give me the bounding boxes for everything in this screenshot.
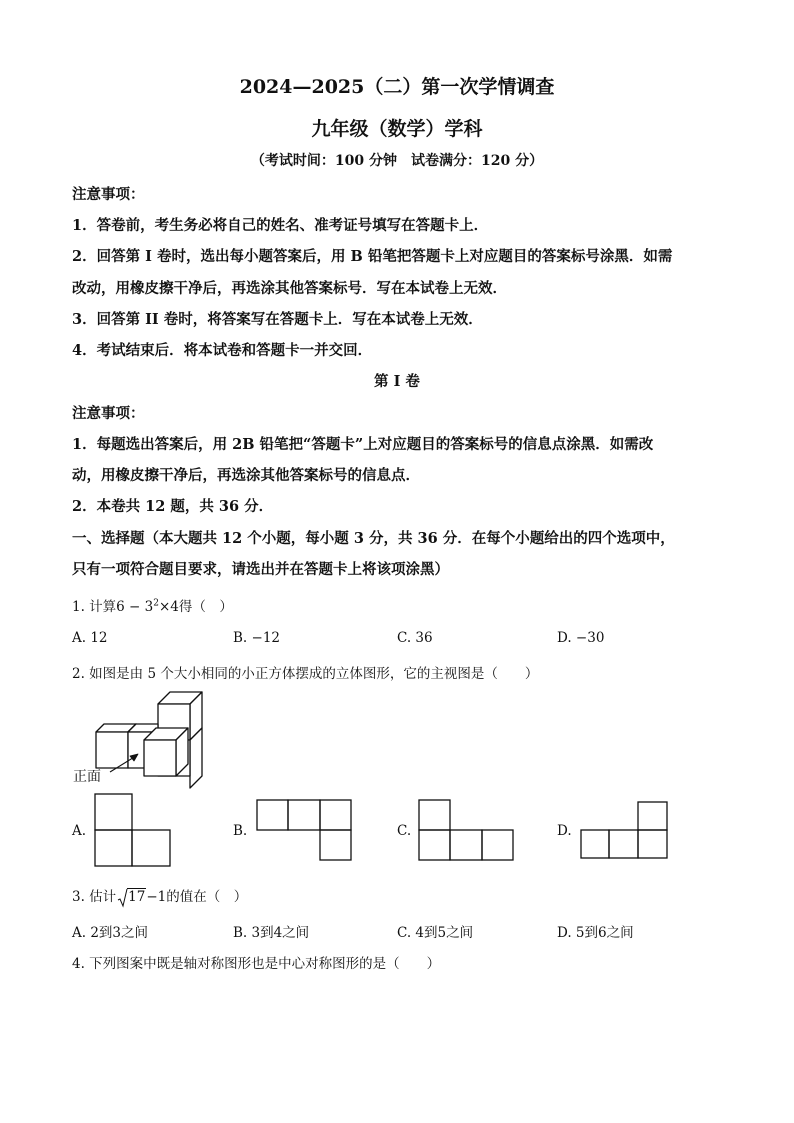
part-one-instructions: 只有一项符合题目要求，请选出并在答题卡上将该项涂黑）: [72, 561, 449, 578]
notice-item: 动，用橡皮擦干净后，再选涂其他答案标号的信息点．: [72, 467, 420, 484]
question-4: 4. 下列图案中既是轴对称图形也是中心对称图形的是（ ）: [72, 956, 441, 972]
question-3: [72, 885, 247, 905]
notice-item: 1．每题选出答案后，用 2B 铅笔把“答题卡”上对应题目的答案标号的信息点涂黑．如需改: [72, 436, 654, 453]
q1-option-b[interactable]: B. −12: [233, 630, 280, 646]
exam-info: （考试时间：100 分钟 试卷满分：120 分）: [250, 153, 544, 169]
q3-option-c[interactable]: C. 4到5之间: [397, 925, 474, 941]
q2-option-a[interactable]: A.: [72, 823, 87, 839]
q1-suffix: 得（ ）: [178, 599, 233, 615]
part-one-instructions: 一、选择题（本大题共 12 个小题，每小题 3 分，共 36 分．在每个小题给出的四个选项中，: [72, 530, 675, 547]
q3-tail: −1: [146, 889, 167, 905]
exam-subtitle: 九年级（数学）学科: [311, 118, 483, 140]
q2-option-b-figure[interactable]: [256, 799, 352, 861]
notice-item: 4．考试结束后．将本试卷和答题卡一并交回．: [72, 342, 373, 359]
q1-expr-exp: 2: [153, 598, 159, 609]
section-title: 第 I 卷: [374, 373, 420, 390]
notice-heading: 注意事项：: [72, 405, 145, 422]
q1-option-a[interactable]: A. 12: [72, 630, 108, 646]
q3-option-d[interactable]: D. 5到6之间: [557, 925, 634, 941]
q2-option-c[interactable]: C.: [397, 823, 412, 839]
q1-expr-tail: ×4: [158, 599, 179, 615]
q3-option-b[interactable]: B. 3到4之间: [233, 925, 310, 941]
q2-option-d-figure[interactable]: [580, 801, 668, 859]
notice-heading: 注意事项：: [72, 186, 145, 203]
q2-option-b[interactable]: B.: [233, 823, 248, 839]
question-2: 2. 如图是由 5 个大小相同的小正方体摆成的立体图形，它的主视图是（ ）: [72, 666, 539, 682]
notice-item: 2．本卷共 12 题，共 36 分．: [72, 498, 274, 515]
q3-prefix: 3. 估计: [72, 889, 117, 905]
front-label: 正面: [73, 769, 101, 785]
q1-option-c[interactable]: C. 36: [397, 630, 433, 646]
q3-radical: [118, 889, 146, 905]
notice-item: 1．答卷前，考生务必将自己的姓名、准考证号填写在答题卡上．: [72, 217, 489, 234]
question-1: [72, 595, 233, 615]
notice-item: 改动，用橡皮擦干净后，再选涂其他答案标号．写在本试卷上无效．: [72, 280, 507, 297]
q2-option-a-figure[interactable]: [94, 793, 172, 867]
q2-option-c-figure[interactable]: [418, 799, 514, 861]
q3-option-a[interactable]: A. 2到3之间: [72, 925, 149, 941]
q2-option-d[interactable]: D.: [557, 823, 572, 839]
notice-item: 3．回答第 II 卷时，将答案写在答题卡上．写在本试卷上无效．: [72, 311, 483, 328]
q1-expression: [116, 599, 179, 615]
exam-title: 2024—2025（二）第一次学情调查: [239, 76, 555, 98]
notice-item: 2．回答第 I 卷时，选出每小题答案后，用 B 铅笔把答题卡上对应题目的答案标号涂黑．如需: [72, 248, 673, 265]
q3-radicand: 17: [128, 889, 146, 905]
q3-suffix: 的值在（ ）: [166, 889, 248, 905]
q1-expr-base: 6 − 3: [116, 599, 154, 615]
q1-option-d[interactable]: D. −30: [557, 630, 605, 646]
q1-prefix: 1. 计算: [72, 599, 117, 615]
